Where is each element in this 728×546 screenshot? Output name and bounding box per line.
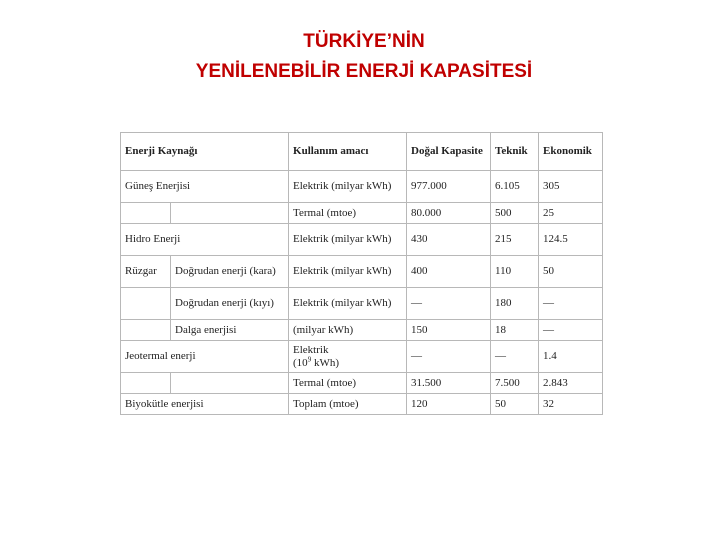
cell-technical: 500 — [491, 203, 539, 224]
usage-prefix: (10 — [293, 356, 308, 369]
cell-economic: 25 — [539, 203, 603, 224]
header-usage: Kullanım amacı — [289, 133, 407, 171]
cell-usage: Toplam (mtoe) — [289, 394, 407, 415]
table-row — [121, 341, 603, 373]
cell-usage: Elektrik (milyar kWh) — [289, 224, 407, 256]
cell-economic: — — [539, 320, 603, 341]
cell-technical: 18 — [491, 320, 539, 341]
cell-usage: Elektrik (milyar kWh) — [289, 288, 407, 320]
cell-natural: 977.000 — [407, 171, 491, 203]
cell-source: Jeotermal enerji — [121, 341, 289, 373]
cell-usage: Termal (mtoe) — [289, 373, 407, 394]
cell-technical: 110 — [491, 256, 539, 288]
cell-economic: 2.843 — [539, 373, 603, 394]
cell-economic: 305 — [539, 171, 603, 203]
usage-main: Elektrik — [293, 343, 329, 356]
cell-empty — [121, 373, 171, 394]
cell-usage: Termal (mtoe) — [289, 203, 407, 224]
cell-economic: 1.4 — [539, 341, 603, 373]
cell-empty — [171, 373, 289, 394]
cell-empty — [121, 320, 171, 341]
cell-economic: 50 — [539, 256, 603, 288]
cell-economic: 32 — [539, 394, 603, 415]
cell-subsource: Doğrudan enerji (kıyı) — [171, 288, 289, 320]
table-row — [121, 171, 603, 203]
header-source: Enerji Kaynağı — [121, 133, 289, 171]
usage-unit: kWh) — [313, 356, 339, 369]
cell-technical: 6.105 — [491, 171, 539, 203]
usage-exponent: 9 — [307, 354, 312, 363]
cell-natural: 80.000 — [407, 203, 491, 224]
cell-empty — [171, 203, 289, 224]
cell-natural: 31.500 — [407, 373, 491, 394]
cell-empty — [121, 203, 171, 224]
cell-source: Hidro Enerji — [121, 224, 289, 256]
cell-natural: 120 — [407, 394, 491, 415]
table-row — [121, 224, 603, 256]
cell-source: Güneş Enerjisi — [121, 171, 289, 203]
cell-technical: 180 — [491, 288, 539, 320]
cell-usage — [289, 341, 407, 373]
header-economic: Ekonomik — [539, 133, 603, 171]
header-row — [121, 133, 603, 171]
header-technical: Teknik — [491, 133, 539, 171]
table-row — [121, 288, 603, 320]
cell-usage: Elektrik (milyar kWh) — [289, 171, 407, 203]
cell-technical: 50 — [491, 394, 539, 415]
title-line-1: TÜRKİYE’NİN — [303, 31, 425, 52]
table-row — [121, 203, 603, 224]
table-row — [121, 256, 603, 288]
capacity-table — [120, 132, 603, 415]
cell-natural: 400 — [407, 256, 491, 288]
cell-economic: 124.5 — [539, 224, 603, 256]
title-line-2: YENİLENEBİLİR ENERJİ KAPASİTESİ — [195, 61, 533, 82]
cell-technical: — — [491, 341, 539, 373]
cell-technical: 7.500 — [491, 373, 539, 394]
cell-natural: — — [407, 288, 491, 320]
cell-technical: 215 — [491, 224, 539, 256]
cell-usage: Elektrik (milyar kWh) — [289, 256, 407, 288]
cell-natural: 430 — [407, 224, 491, 256]
table-row — [121, 394, 603, 415]
cell-usage: (milyar kWh) — [289, 320, 407, 341]
cell-subsource: Doğrudan enerji (kara) — [171, 256, 289, 288]
table-row — [121, 320, 603, 341]
cell-natural: — — [407, 341, 491, 373]
cell-natural: 150 — [407, 320, 491, 341]
cell-source: Rüzgar — [121, 256, 171, 288]
cell-economic: — — [539, 288, 603, 320]
cell-source: Biyokütle enerjisi — [121, 394, 289, 415]
table-row — [121, 373, 603, 394]
cell-empty — [121, 288, 171, 320]
header-natural: Doğal Kapasite — [407, 133, 491, 171]
cell-subsource: Dalga enerjisi — [171, 320, 289, 341]
